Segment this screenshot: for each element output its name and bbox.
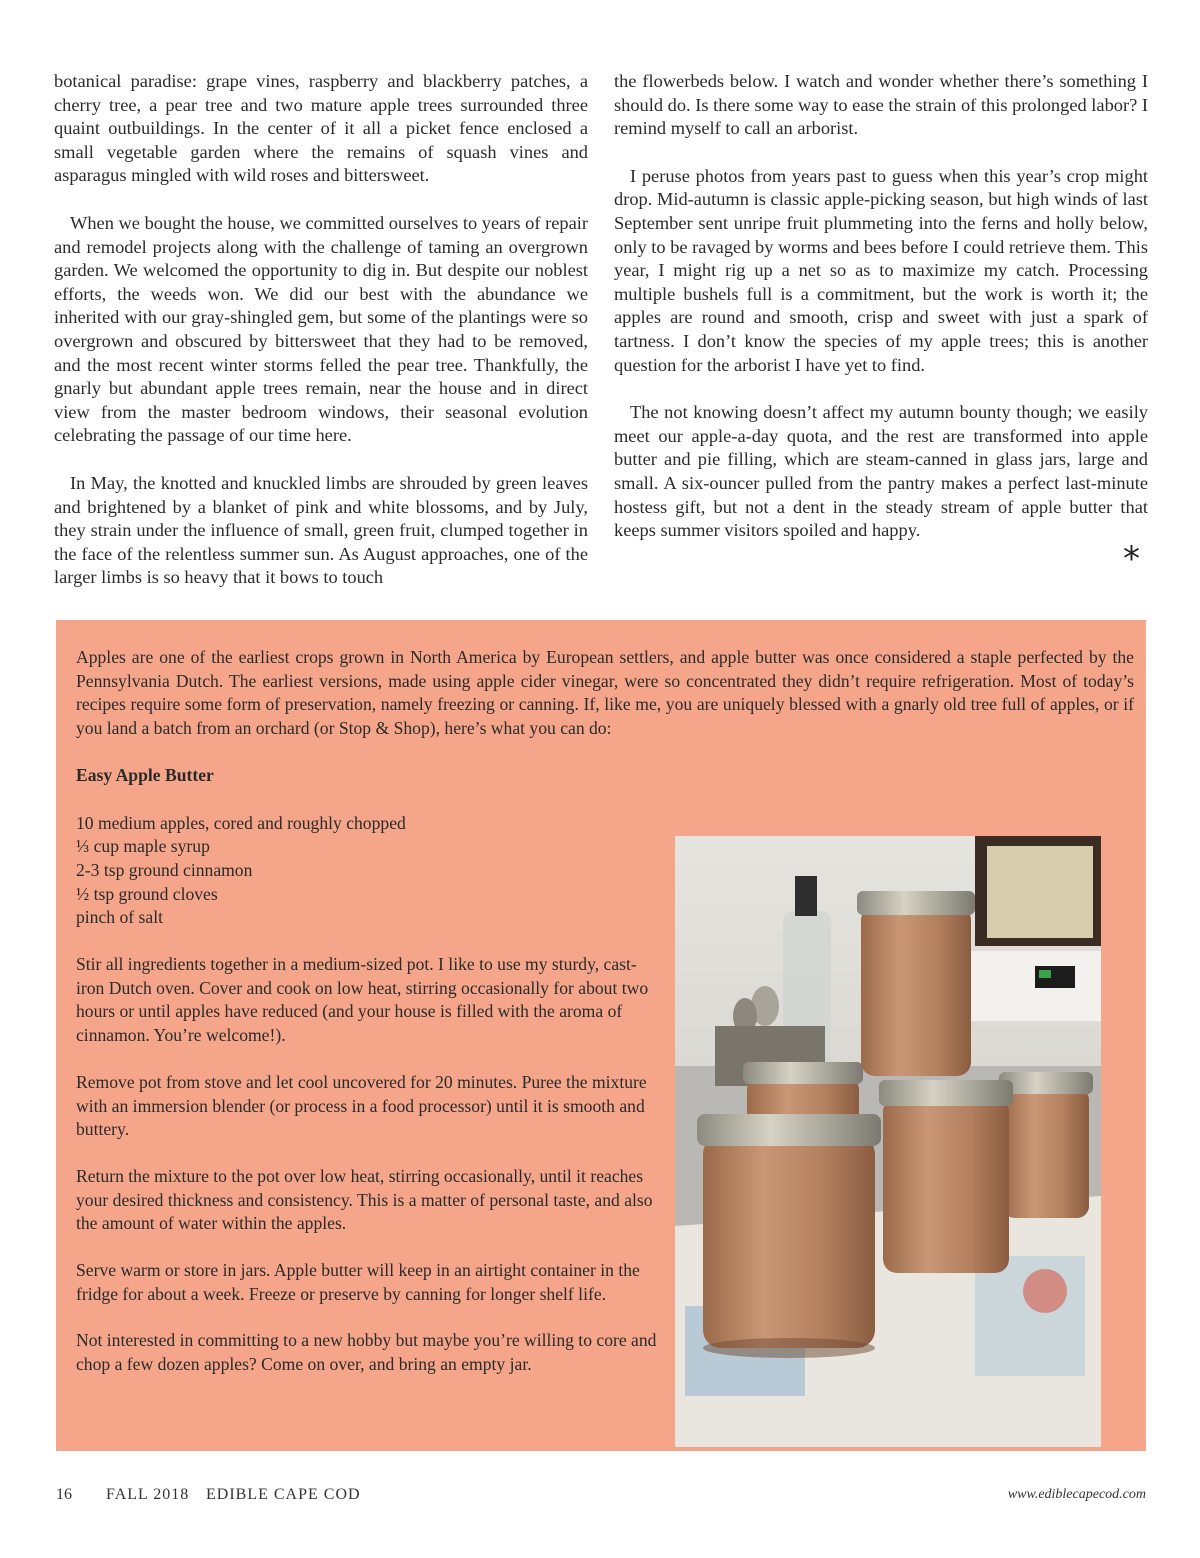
recipe-sidebar [56, 620, 1146, 1451]
issue-label: FALL 2018 [106, 1486, 190, 1503]
article-paragraph: I peruse photos from years past to guess when this year’s crop might drop. Mid-autumn is classic apple-picking season, but high winds of last September sent unripe fruit plummeting into the ferns and holly below, only to be ravaged by worms and bees before I could retrieve them. This year, I might rig up a net so as to maximize my catch. Processing multiple bushels full is a commitment, but the work is worth it; the apples are round and smooth, crisp and sweet with just a spark of tartness. I don’t know the species of my apple trees; this is another question for the arborist I have yet to find. [614, 165, 1148, 375]
ingredient-item: ⅓ cup maple syrup [76, 836, 210, 857]
ingredient-item: pinch of salt [76, 907, 163, 928]
sidebar-intro: Apples are one of the earliest crops grown in North America by European settlers, and apple butter was once considered a staple perfected by the Pennsylvania Dutch. The earliest versions, made using apple cider vinegar, were so concentrated they didn’t require refrigeration. Most of today’s recipes require some form of preservation, namely freezing or canning. If, like me, you are uniquely blessed with a gnarly old tree full of apples, or if you land a batch from an orchard (or Stop & Shop), here’s what you can do: [76, 647, 1134, 739]
article-paragraph: botanical paradise: grape vines, raspberry and blackberry patches, a cherry tree, a pear tree and two mature apple trees surrounded three quaint outbuildings. In the center of it all a picket fence enclosed a small vegetable garden where the remains of squash vines and asparagus mingled with wild roses and bittersweet. [54, 71, 588, 186]
ingredient-item: 10 medium apples, cored and roughly chopped [76, 812, 406, 833]
ingredient-item: ½ tsp ground cloves [76, 883, 218, 904]
end-of-article-asterisk-icon: * [1123, 539, 1140, 579]
article-paragraph: In May, the knotted and knuckled limbs are shrouded by green leaves and brightened by a blanket of pink and white blossoms, and by July, they strain under the influence of small, green fruit, clumped together in the face of the relentless summer sun. As August approaches, one of the larger limbs is so heavy that it bows to touch [54, 472, 588, 588]
article-left-column [54, 70, 588, 614]
article-paragraph: the flowerbeds below. I watch and wonder whether there’s something I should do. Is there some way to ease the strain of this prolonged labor? I remind myself to call an arborist. [614, 71, 1148, 139]
recipe-step: Stir all ingredients together in a medium-sized pot. I like to use my sturdy, cast-iron Dutch oven. Cover and cook on low heat, stirring occasionally for about two hours or until apples have reduced (and your house is filled with the aroma of cinnamon. You’re welcome!). [76, 954, 649, 1046]
recipe-title: Easy Apple Butter [76, 764, 214, 785]
recipe-step: Remove pot from stove and let cool uncovered for 20 minutes. Puree the mixture with an immersion blender (or process in a food processor) until it is smooth and buttery. [76, 1071, 647, 1140]
article-paragraph: The not knowing doesn’t affect my autumn bounty though; we easily meet our apple-a-day quota, and the rest are transformed into apple butter and pie filling, which are steam-canned in glass jars, large and small. A six-ouncer pulled from the pantry makes a perfect last-minute hostess gift, but not a dent in the steady stream of apple butter that keeps summer visitors spoiled and happy. [614, 402, 1148, 541]
page-number: 16 [56, 1486, 72, 1503]
website-url: www.ediblecapecod.com [1007, 1487, 1146, 1502]
article-right-column [614, 70, 1148, 567]
recipe-step: Return the mixture to the pot over low heat, stirring occasionally, until it reaches your desired thickness and consistency. This is a matter of personal taste, and also the amount of water within the apples. [76, 1165, 653, 1234]
recipe-step: Serve warm or store in jars. Apple butter will keep in an airtight container in the fridge for about a week. Freeze or preserve by canning for longer shelf life. [76, 1260, 640, 1304]
page-footer [56, 1486, 1146, 1508]
article-columns [54, 70, 1148, 600]
publication-name: EDIBLE CAPE COD [206, 1486, 361, 1503]
ingredient-item: 2-3 tsp ground cinnamon [76, 859, 253, 880]
mason-jars-photo [675, 836, 1101, 1447]
article-paragraph: When we bought the house, we committed ourselves to years of repair and remodel projects along with the challenge of taming an overgrown garden. We welcomed the opportunity to dig in. But despite our noblest efforts, the weeds won. We did our best with the abundance we inherited with our gray-shingled gem, but some of the plantings were so overgrown and obscured by bittersweet that they had to be removed, and the most recent winter storms felled the pear tree. Thankfully, the gnarly but abundant apple trees remain, near the house and in direct view from the master bedroom windows, their seasonal evolution celebrating the passage of our time here. [54, 212, 588, 446]
recipe-step: Not interested in committing to a new hobby but maybe you’re willing to core and chop a few dozen apples? Come on over, and bring an empty jar. [76, 1330, 657, 1375]
